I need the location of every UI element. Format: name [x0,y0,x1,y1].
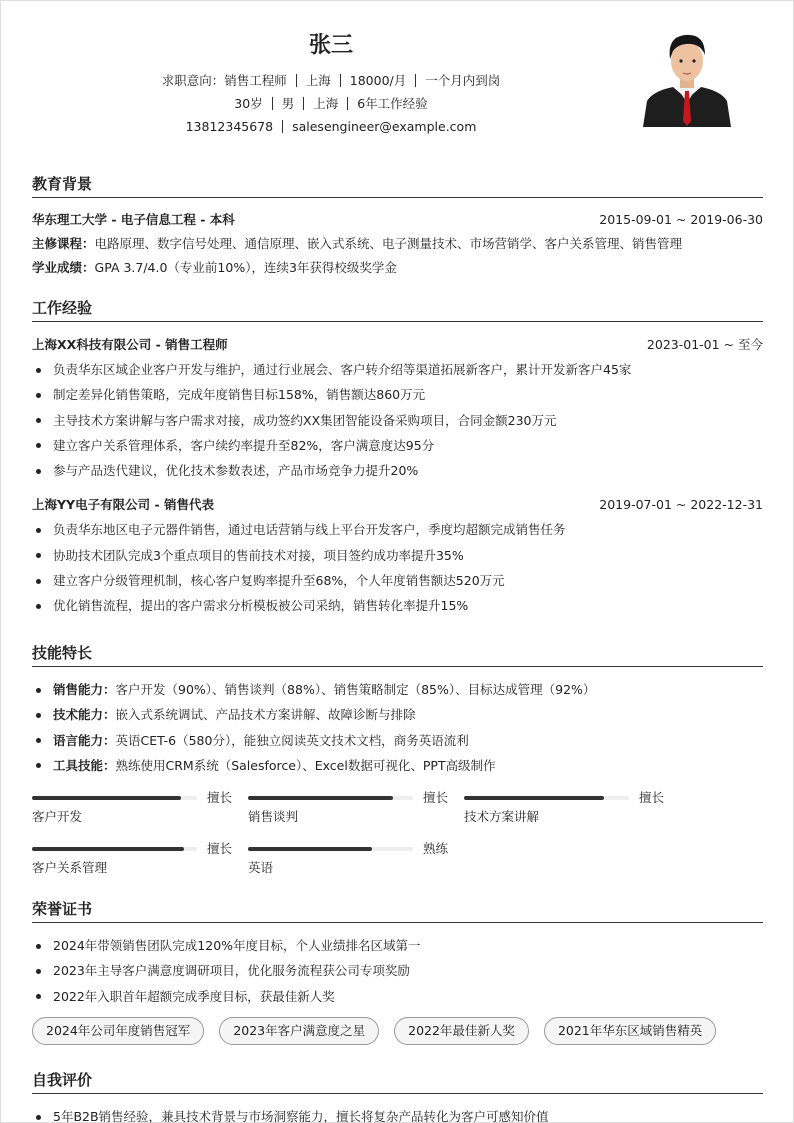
skill-bars [32,789,763,878]
skill-bar-label: 英语 [248,860,274,876]
school-heading: 华东理工大学 - 电子信息工程 - 本科 [32,212,235,227]
honor-tag: 2023年客户满意度之星 [219,1017,379,1045]
list-item [32,728,763,753]
courses-text: 电路原理、数字信号处理、通信原理、嵌入式系统、电子测量技术、市场营销学、客户关系管理、销售管理 [94,236,683,251]
skill-bar [32,789,248,807]
grades-label: 学业成绩： [32,260,95,275]
skill-bar-fill [464,796,604,800]
section-title: 自我评价 [32,1067,763,1094]
skill-level: 擅长 [423,790,449,806]
skill-level: 擅长 [207,841,233,857]
skill-level: 熟练 [423,841,449,857]
skill-bar-fill [248,796,393,800]
intention-city: 上海 [305,73,331,88]
skill-bar [464,789,680,807]
skill-level: 擅长 [639,790,665,806]
location: 上海 [313,96,339,111]
list-item: 协助技术团队完成3个重点项目的售前技术对接，项目签约成功率提升35% [32,543,763,568]
divider [296,74,297,87]
skill-bar-track [32,796,197,800]
list-item: 2024年带领销售团队完成120%年度目标，个人业绩排名区域第一 [32,933,763,958]
section-title: 工作经验 [32,295,763,322]
divider [415,74,416,87]
skill-bar-label: 技术方案讲解 [464,809,540,825]
job-entry [32,492,763,618]
skill-label: 语言能力： [53,732,116,748]
intention-salary: 18000/月 [349,73,407,88]
skill-bar [32,840,248,858]
list-item: 负责华东地区电子元器件销售，通过电话营销与线上平台开发客户，季度均超额完成销售任务 [32,517,763,542]
skill-bar-item [248,789,464,827]
profile-photo [641,29,733,127]
list-item: 参与产品迭代建议，优化技术参数表述，产品市场竞争力提升20% [32,458,763,483]
list-item: 建立客户关系管理体系，客户续约率提升至82%，客户满意度达95分 [32,433,763,458]
grades-text: GPA 3.7/4.0（专业前10%），连续3年获得校级奖学金 [94,260,397,275]
honor-tag: 2021年华东区域销售精英 [544,1017,716,1045]
skill-bar-label: 销售谈判 [248,809,299,825]
list-item: 制定差异化销售策略，完成年度销售目标158%，销售额达860万元 [32,382,763,407]
list-item: 2023年主导客户满意度调研项目，优化服务流程获公司专项奖励 [32,958,763,983]
divider [340,74,341,87]
section-title: 教育背景 [32,171,763,198]
skill-bar-track [32,847,197,851]
intention-position: 求职意向：销售工程师 [161,73,287,88]
job-heading: 上海YY电子有限公司 - 销售代表 [32,497,214,513]
honor-tag: 2024年公司年度销售冠军 [32,1017,204,1045]
divider [347,97,348,110]
list-item: 负责华东区域企业客户开发与维护，通过行业展会、客户转介绍等渠道拓展新客户，累计开发新客户45家 [32,357,763,382]
skill-text: 客户开发（90%）、销售谈判（88%）、销售策略制定（85%）、目标达成管理（92%） [115,682,596,697]
courses-label: 主修课程： [32,236,95,251]
list-item: 2022年入职首年超额完成季度目标，获最佳新人奖 [32,984,763,1009]
section-title: 荣誉证书 [32,896,763,923]
skill-text: 嵌入式系统调试、产品技术方案讲解、故障诊断与排除 [115,707,416,723]
list-item [32,677,763,702]
job-intention-line [1,69,661,92]
age: 30岁 [234,96,263,111]
skill-bar-item [248,840,464,878]
skill-bar-item [464,789,680,827]
honor-tag: 2022年最佳新人奖 [394,1017,529,1045]
skill-label: 工具技能： [53,757,116,773]
email: salesengineer@example.com [292,119,477,134]
skill-bar-item [32,789,248,827]
list-item: 主导技术方案讲解与客户需求对接，成功签约XX集团智能设备采购项目，合同金额230万元 [32,408,763,433]
job-entry [32,332,763,483]
honors-section [32,896,763,1045]
candidate-name: 张三 [308,33,353,58]
list-item [32,702,763,727]
skill-bar-fill [32,847,184,851]
skill-label: 技术能力： [53,707,116,723]
list-item: 优化销售流程，提出的客户需求分析模板被公司采纳，销售转化率提升15% [32,593,763,618]
skill-label: 销售能力： [53,682,116,697]
work-section [32,295,763,619]
skill-bar-fill [32,796,181,800]
divider [282,120,283,133]
job-dates: 2023-01-01 ~ 至今 [646,337,763,352]
list-item: 建立客户分级管理机制，核心客户复购率提升至68%，个人年度销售额达520万元 [32,568,763,593]
skill-bar [248,789,464,807]
skill-bar-track [248,847,413,851]
skill-bar [248,840,464,858]
skill-bar-track [248,796,413,800]
education-dates: 2015-09-01 ~ 2019-06-30 [599,212,763,227]
phone: 13812345678 [185,119,274,134]
job-dates: 2019-07-01 ~ 2022-12-31 [599,497,763,513]
skill-bar-label: 客户关系管理 [32,860,108,876]
skill-bar-fill [248,847,372,851]
skill-bar-label: 客户开发 [32,809,83,825]
list-item [32,753,763,778]
honor-tags [32,1017,763,1045]
experience: 6年工作经验 [357,96,428,111]
education-section [32,171,763,280]
contact-line [1,115,661,138]
section-title: 技能特长 [32,640,763,667]
skills-section [32,640,763,878]
job-heading: 上海XX科技有限公司 - 销售工程师 [32,337,228,352]
skill-text: 英语CET-6（580分），能独立阅读英文技术文档，商务英语流利 [115,732,469,748]
skill-text: 熟练使用CRM系统（Salesforce）、Excel数据可视化、PPT高级制作 [115,757,496,773]
personal-info-line [1,92,661,115]
self-evaluation-section [32,1067,763,1123]
intention-availability: 一个月内到岗 [425,73,501,88]
divider [303,97,304,110]
divider [272,97,273,110]
skill-level: 擅长 [207,790,233,806]
skill-bar-item [32,840,248,878]
skill-bar-track [464,796,629,800]
list-item: 5年B2B销售经验，兼具技术背景与市场洞察能力，擅长将复杂产品转化为客户可感知价值 [32,1104,763,1123]
gender: 男 [281,96,295,111]
